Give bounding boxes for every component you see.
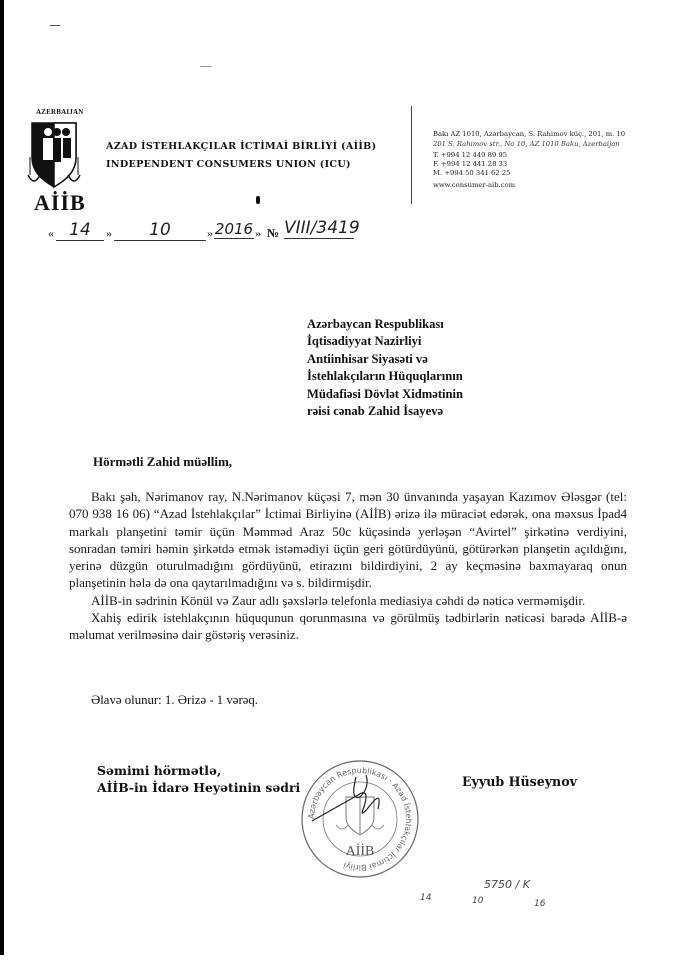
date-month: 10: [114, 220, 206, 241]
recipient-line: rəisi cənab Zahid İsayevə: [307, 404, 444, 419]
address-en: 201 S. Rahimov str., No 10, AZ 1010 Baku, Azerbaijan: [433, 140, 620, 148]
recipient-line: İqtisadiyyat Nazirliyi: [307, 334, 422, 349]
fax-number: F. +994 12 441 28 33: [433, 160, 508, 168]
date-quote-3: »: [255, 226, 261, 240]
number-sign: №: [267, 226, 280, 240]
registration-year: 16: [534, 899, 546, 909]
recipient-block: [307, 316, 463, 420]
registration-month: 10: [472, 896, 484, 906]
seal-ring-text: Azərbaycan Respublikası · Azad İstehlakçılar İctimai Birliyi: [306, 765, 414, 873]
scan-mark: [200, 66, 212, 67]
org-name-en: INDEPENDENT CONSUMERS UNION (ICU): [106, 159, 351, 170]
date-quote-2: »: [207, 226, 213, 240]
scan-mark: [50, 25, 60, 26]
recipient-line: Antiinhisar Siyasəti və: [307, 351, 428, 366]
logo-country-label: AZERBAIJAN: [36, 108, 84, 116]
recipient-line: Müdafiəsi Dövlət Xidmətinin: [307, 386, 464, 401]
closing-regards: Səmimi hörmətlə,: [97, 763, 222, 778]
signer-title: AİİB-in İdarə Heyətinin sədri: [97, 780, 301, 795]
recipient-line: Azərbaycan Respublikası: [307, 317, 444, 331]
signer-name: Eyyub Hüseynov: [462, 774, 577, 789]
closing-block: [97, 762, 300, 796]
recipient-line: İstehlakçıların Hüquqlarının: [307, 369, 463, 384]
scan-edge: [0, 0, 4, 955]
org-name-az: AZAD İSTEHLAKÇILAR İCTİMAİ BİRLİYİ (AİİB): [106, 141, 377, 152]
date-year: 2016: [214, 220, 254, 238]
letter-body: [69, 488, 627, 644]
reference-number: VIII/3419: [284, 218, 360, 238]
date-day: 14: [56, 220, 104, 241]
date-open-quote: «: [48, 226, 54, 240]
letterhead-divider: [411, 106, 412, 204]
logo-abbreviation: AİİB: [34, 190, 86, 215]
phone-number: T. +994 12 449 89 95: [433, 151, 508, 159]
organization-seal: [298, 757, 422, 881]
body-paragraph: AİİB-in sədrinin Könül və Zaur adlı şəxslərlə telefonla mediasiya cəhdi də nəticə verməmişdir.: [91, 592, 586, 608]
scan-dot: [256, 196, 260, 204]
aiib-logo-emblem: [26, 117, 82, 193]
address-az: Bakı AZ 1010, Azərbaycan, S. Rahimov küç., 201, m. 10: [433, 130, 626, 138]
website-link[interactable]: www.consumer-aib.com: [433, 181, 516, 189]
registration-code: 5750 / K: [484, 878, 530, 891]
appendix-note: Əlavə olunur: 1. Ərizə - 1 vərəq.: [91, 693, 259, 707]
body-paragraph: Bakı şəh, Nərimanov ray, N.Nərimanov küçəsi 7, mən 30 ünvanında yaşayan Kazımov Ələsgər (tel: 070 938 16 06) “Azad İstehlakçılar” İctimai Birliyinə (AİİB) ərizə ilə müraciət edərək, ona məxsus İpad4 markalı planşetini təmir üçün Məmməd Araz 50c küçəsində yerləşən “Avirtel” şirkətinə verdiyini, sonradan təmiri həmin şirkətdə etmək istəmədiyi üçün geri götürdüyünü, götürərkən planşetin açıldığını, yerinə düzgün oturulmadığını gördüyünü, etirazını bildirdiyini, 2 ay keçməsinə baxmayaraq onun planşetinin hələ də ona qaytarılmadığını və s. bildirmişdir.: [69, 489, 627, 591]
seal-center-text: AİİB: [345, 844, 375, 859]
mobile-number: M. +994 50 341 62 25: [433, 169, 511, 177]
salutation: Hörmətli Zahid müəllim,: [93, 454, 233, 469]
body-paragraph: Xahiş edirik istehlakçının hüququnun qorunmasına və görülmüş tədbirlərin nəticəsi barədə AİİB-ə məlumat verilməsinə dair göstəriş verəsiniz.: [69, 610, 627, 643]
date-quote-1: »: [106, 226, 112, 240]
registration-day: 14: [420, 893, 432, 903]
